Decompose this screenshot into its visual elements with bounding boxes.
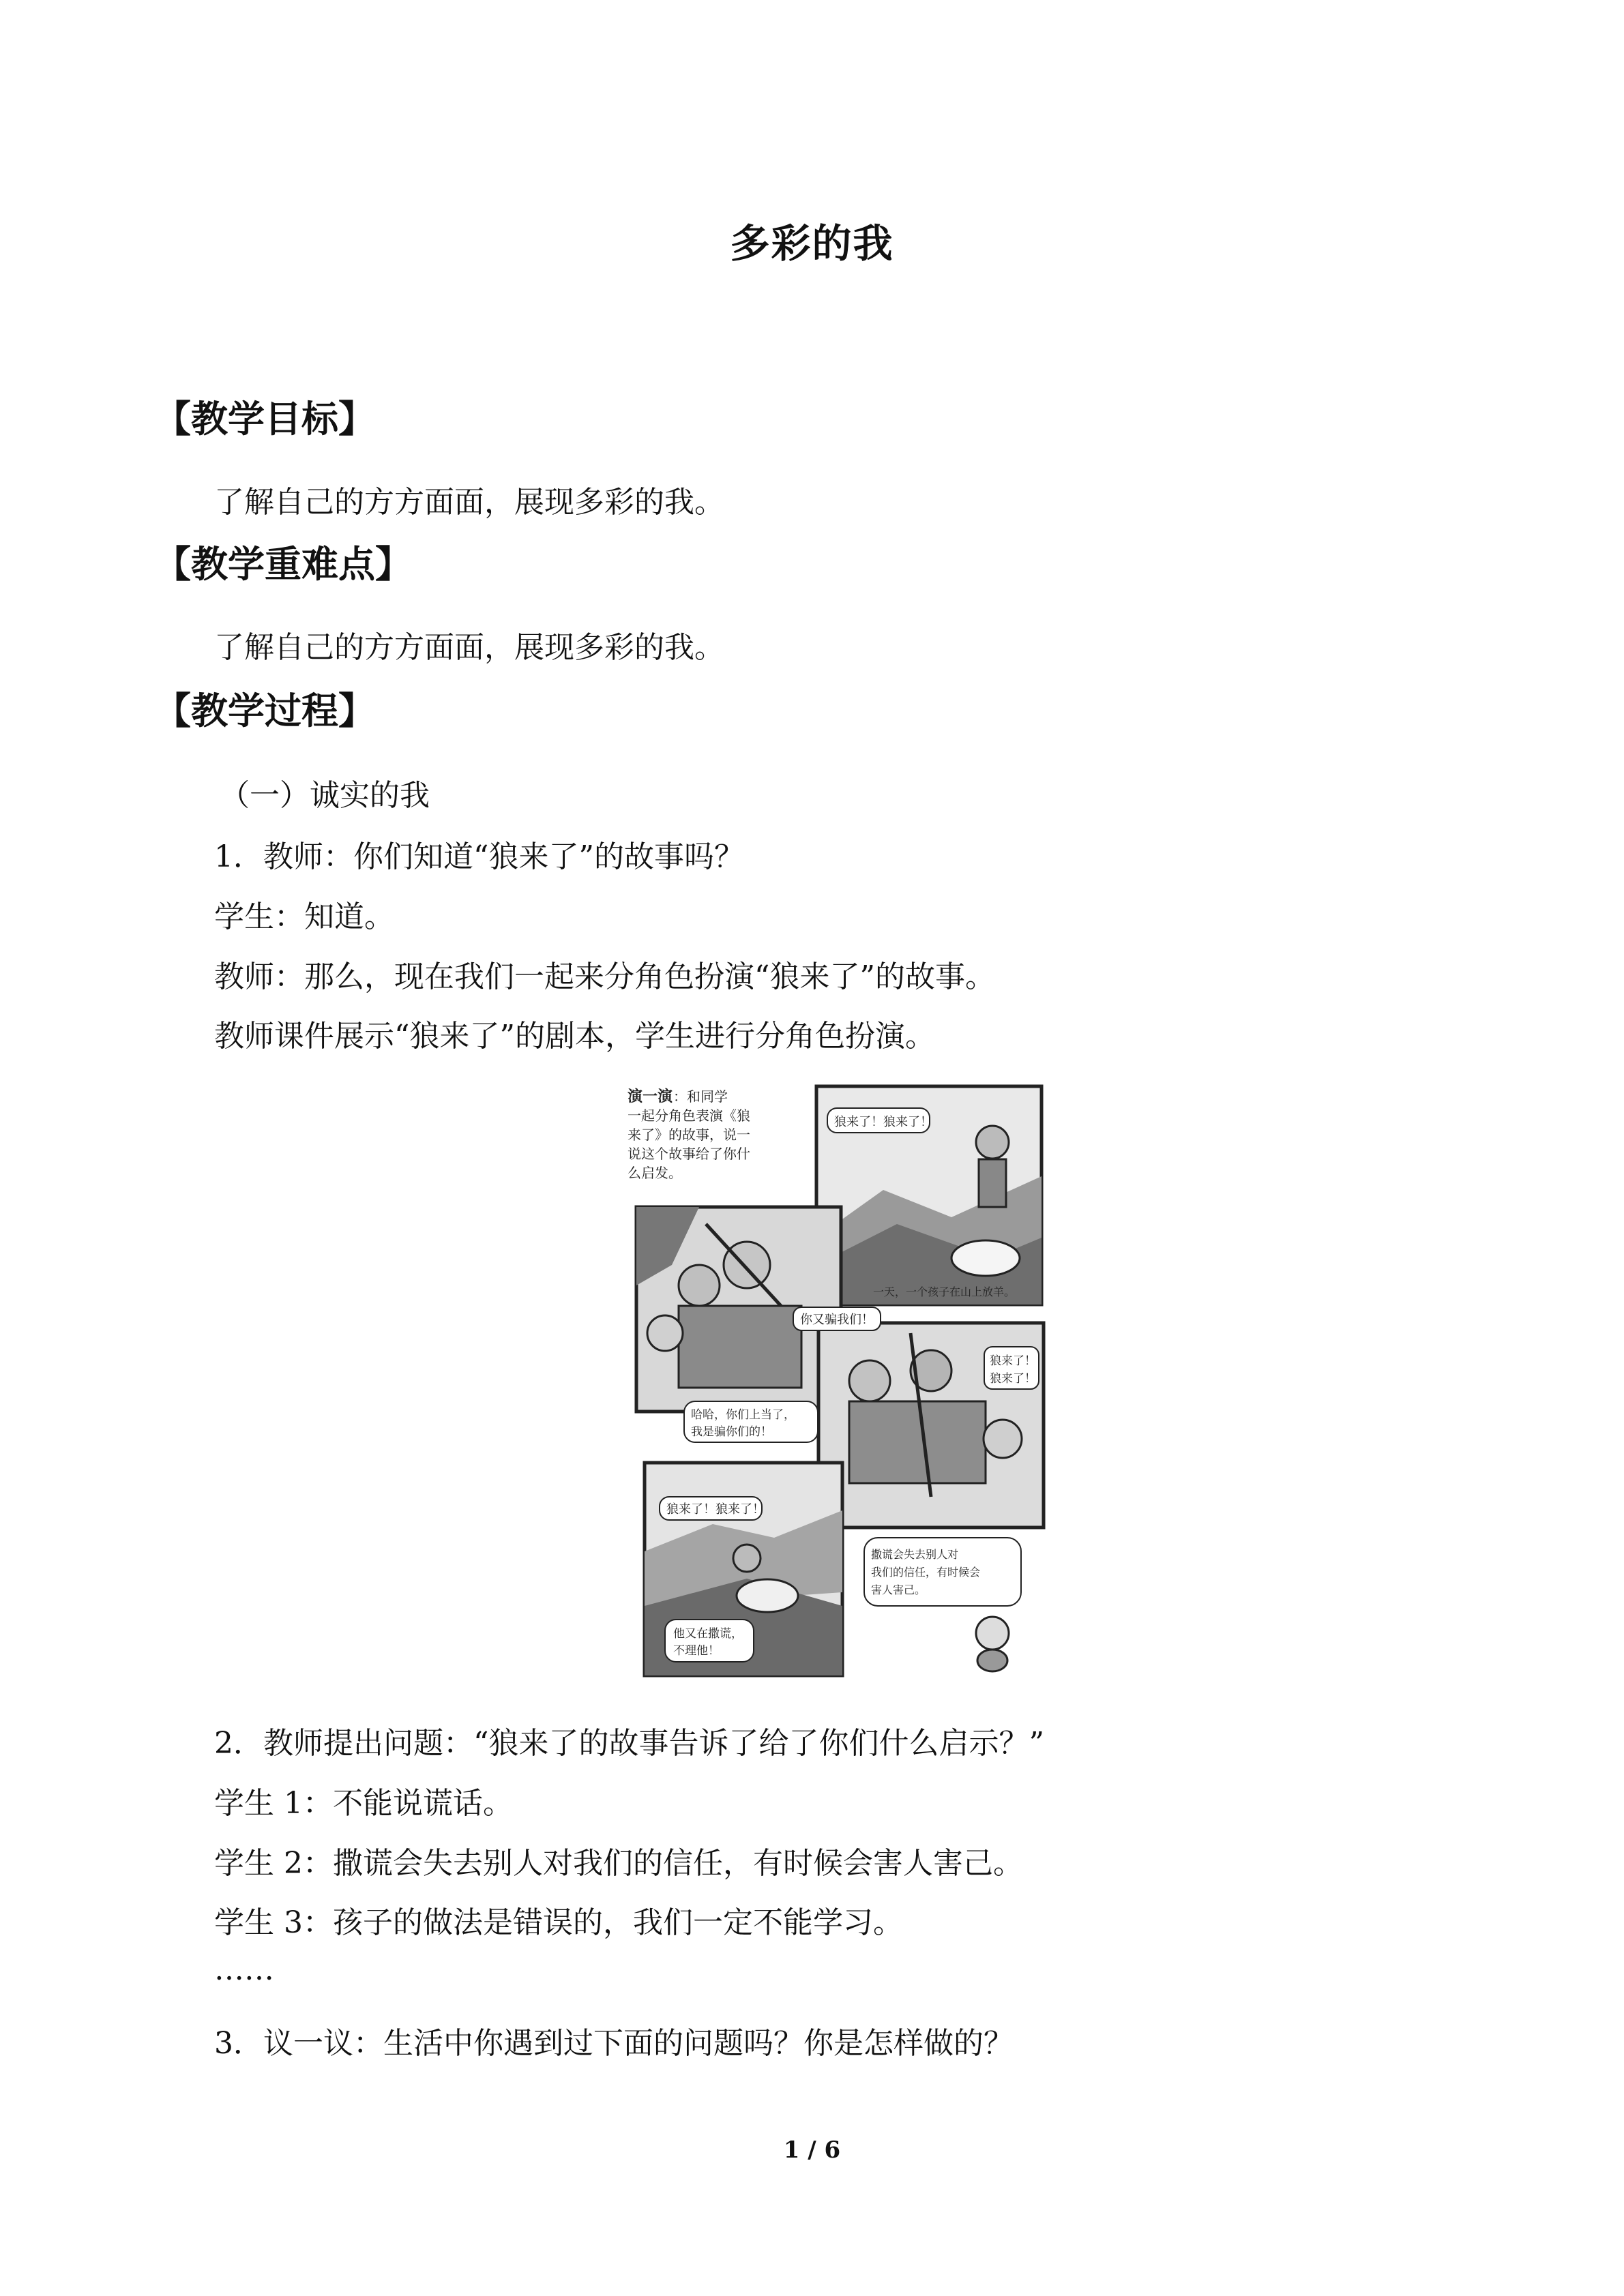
comic-bubble: 我们的信任，有时候会 xyxy=(871,1566,981,1579)
comic-panel-1 xyxy=(816,1086,1042,1304)
comic-panel-4 xyxy=(645,1463,842,1675)
process-line: 学生 3：孩子的做法是错误的，我们一定不能学习。 xyxy=(214,1905,903,1940)
process-line: 学生 1：不能说谎话。 xyxy=(214,1786,513,1821)
process-line: 2．教师提出问题：“狼来了的故事告诉了给了你们什么启示？” xyxy=(214,1726,1044,1761)
process-line: 3．议一议：生活中你遇到过下面的问题吗？你是怎样做的？ xyxy=(214,2026,1014,2061)
comic-illustration xyxy=(610,1060,1074,1688)
page-number: 1 / 6 xyxy=(783,2136,841,2164)
process-line: 学生：知道。 xyxy=(214,899,394,934)
comic-caption: 一天，一个孩子在山上放羊。 xyxy=(873,1285,1016,1298)
goals-text: 了解自己的方方面面，展现多彩的我。 xyxy=(214,485,724,520)
document-title: 多彩的我 xyxy=(730,220,894,267)
section-heading-goals: 【教学目标】 xyxy=(154,397,375,441)
process-line: 1．教师：你们知道“狼来了”的故事吗？ xyxy=(214,839,744,874)
comic-bubble: 撒谎会失去别人对 xyxy=(871,1548,959,1561)
section-heading-key-points: 【教学重难点】 xyxy=(154,542,412,586)
section-heading-process: 【教学过程】 xyxy=(154,689,375,732)
comic-intro-line: 一起分角色表演《狼 xyxy=(628,1107,750,1124)
comic-bubble: 狼来了！狼来了！ xyxy=(666,1502,765,1517)
comic-svg xyxy=(610,1060,1074,1688)
comic-bubble: 我是骗你们的！ xyxy=(691,1425,772,1439)
process-part-title: （一）诚实的我 xyxy=(220,778,430,813)
comic-intro-line: 来了》的故事，说一 xyxy=(628,1127,750,1143)
comic-intro-line: ：和同学 xyxy=(673,1088,728,1105)
comic-intro-bold: 演一演 xyxy=(628,1088,673,1105)
comic-intro-line: 说这个故事给了你什 xyxy=(628,1146,750,1162)
process-line: 教师课件展示“狼来了”的剧本，学生进行分角色扮演。 xyxy=(214,1019,935,1054)
comic-bubble: 害人害己。 xyxy=(871,1583,926,1596)
comic-bubble: 不理他！ xyxy=(673,1644,720,1658)
comic-bubble: 狼来了！ xyxy=(990,1372,1036,1386)
comic-bubble: 哈哈，你们上当了， xyxy=(691,1408,795,1422)
comic-intro-line: 么启发。 xyxy=(628,1165,682,1181)
key-points-text: 了解自己的方方面面，展现多彩的我。 xyxy=(214,630,724,665)
comic-bubble: 你又骗我们！ xyxy=(800,1313,874,1327)
comic-bubble: 狼来了！ xyxy=(990,1354,1036,1368)
comic-bubble: 狼来了！狼来了！ xyxy=(834,1115,932,1129)
process-line: 学生 2：撒谎会失去别人对我们的信任，有时候会害人害己。 xyxy=(214,1846,1023,1881)
comic-bubble: 他又在撒谎， xyxy=(673,1627,743,1641)
process-line: 教师：那么，现在我们一起来分角色扮演“狼来了”的故事。 xyxy=(214,959,995,994)
process-ellipsis: …… xyxy=(214,1952,274,1987)
